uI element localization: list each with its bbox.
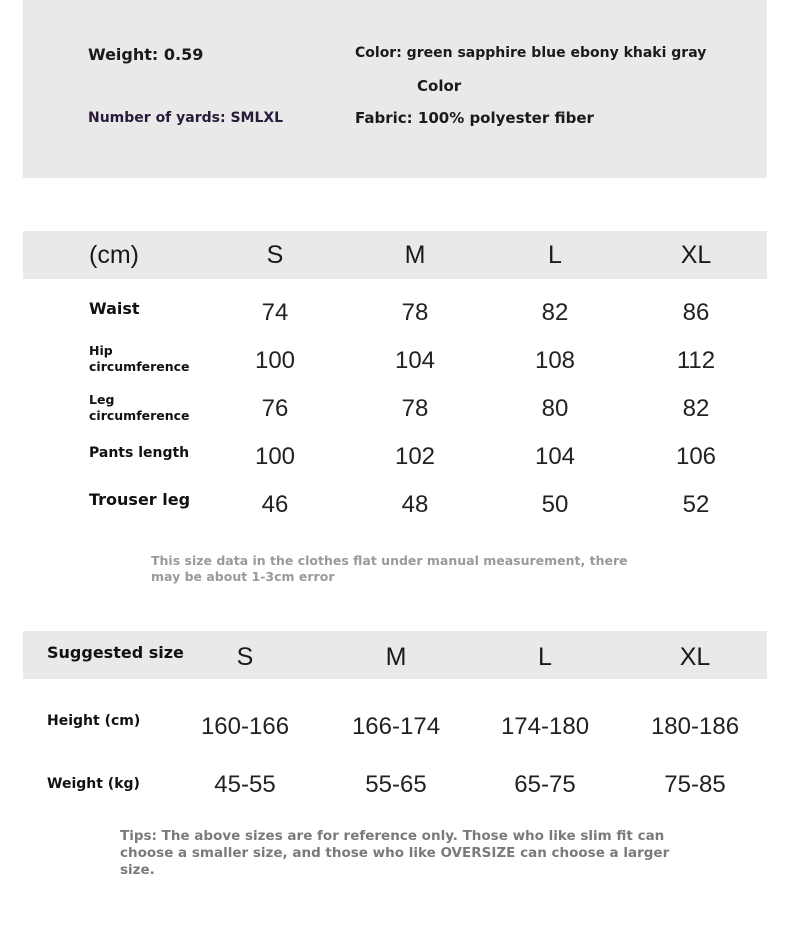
table-cell: 160-166 — [200, 713, 290, 740]
table-cell: 180-186 — [650, 713, 740, 740]
row-label-weight: Weight (kg) — [47, 776, 140, 792]
row-label-line: circumference — [89, 359, 190, 374]
table-cell: 76 — [261, 395, 289, 422]
fabric-info: Fabric: 100% polyester fiber — [355, 109, 594, 127]
table-cell: 100 — [254, 443, 296, 470]
unit-label: (cm) — [89, 241, 139, 269]
table-cell: 82 — [682, 395, 710, 422]
table-cell: 108 — [534, 347, 576, 374]
row-label-hip — [89, 343, 190, 375]
size-header-xl: XL — [680, 241, 712, 269]
row-label-pants-length: Pants length — [89, 445, 190, 461]
table-cell: 48 — [401, 491, 429, 518]
row-label-line: circumference — [89, 408, 190, 423]
table-cell: 50 — [541, 491, 569, 518]
table-cell: 46 — [261, 491, 289, 518]
table-cell: 112 — [676, 347, 716, 374]
suggested-header-l: L — [538, 643, 552, 671]
table-cell: 104 — [534, 443, 576, 470]
row-label-waist: Waist — [89, 299, 140, 318]
table-cell: 104 — [394, 347, 436, 374]
color-sub-label: Color — [417, 77, 462, 95]
row-label-line: Hip — [89, 343, 113, 358]
table-cell: 52 — [682, 491, 710, 518]
table-cell: 106 — [675, 443, 717, 470]
measurement-note: This size data in the clothes flat under manual measurement, there may be about 1-3cm error — [151, 553, 628, 584]
suggested-size-label: Suggested size — [47, 643, 184, 662]
table-cell: 78 — [401, 299, 429, 326]
suggested-header-s: S — [236, 643, 254, 671]
table-cell: 78 — [401, 395, 429, 422]
table-cell: 86 — [682, 299, 710, 326]
color-info: Color: green sapphire blue ebony khaki gray — [355, 45, 707, 61]
table-cell: 82 — [541, 299, 569, 326]
row-label-trouser-leg: Trouser leg — [89, 490, 191, 509]
suggested-header-m: M — [385, 643, 407, 671]
table-cell: 65-75 — [514, 771, 576, 798]
table-cell: 75-85 — [664, 771, 726, 798]
row-label-leg — [89, 392, 190, 424]
table-cell: 74 — [261, 299, 289, 326]
table-cell: 166-174 — [351, 713, 441, 740]
row-label-line: Leg — [89, 392, 115, 407]
size-header-l: L — [548, 241, 562, 269]
size-header-s: S — [266, 241, 284, 269]
table-cell: 100 — [254, 347, 296, 374]
table-cell: 55-65 — [365, 771, 427, 798]
table-cell: 45-55 — [214, 771, 276, 798]
yards-info: Number of yards: SMLXL — [88, 110, 284, 126]
size-tips: Tips: The above sizes are for reference only. Those who like slim fit can choose a smaller size, and those who like OVERSIZE can choose a larger size. — [120, 828, 670, 878]
suggested-header-xl: XL — [679, 643, 711, 671]
table-cell: 80 — [541, 395, 569, 422]
table-cell: 174-180 — [500, 713, 590, 740]
product-info-panel — [23, 0, 767, 178]
table-cell: 102 — [394, 443, 436, 470]
size-header-m: M — [404, 241, 426, 269]
weight-info: Weight: 0.59 — [88, 45, 204, 64]
row-label-height: Height (cm) — [47, 713, 141, 729]
